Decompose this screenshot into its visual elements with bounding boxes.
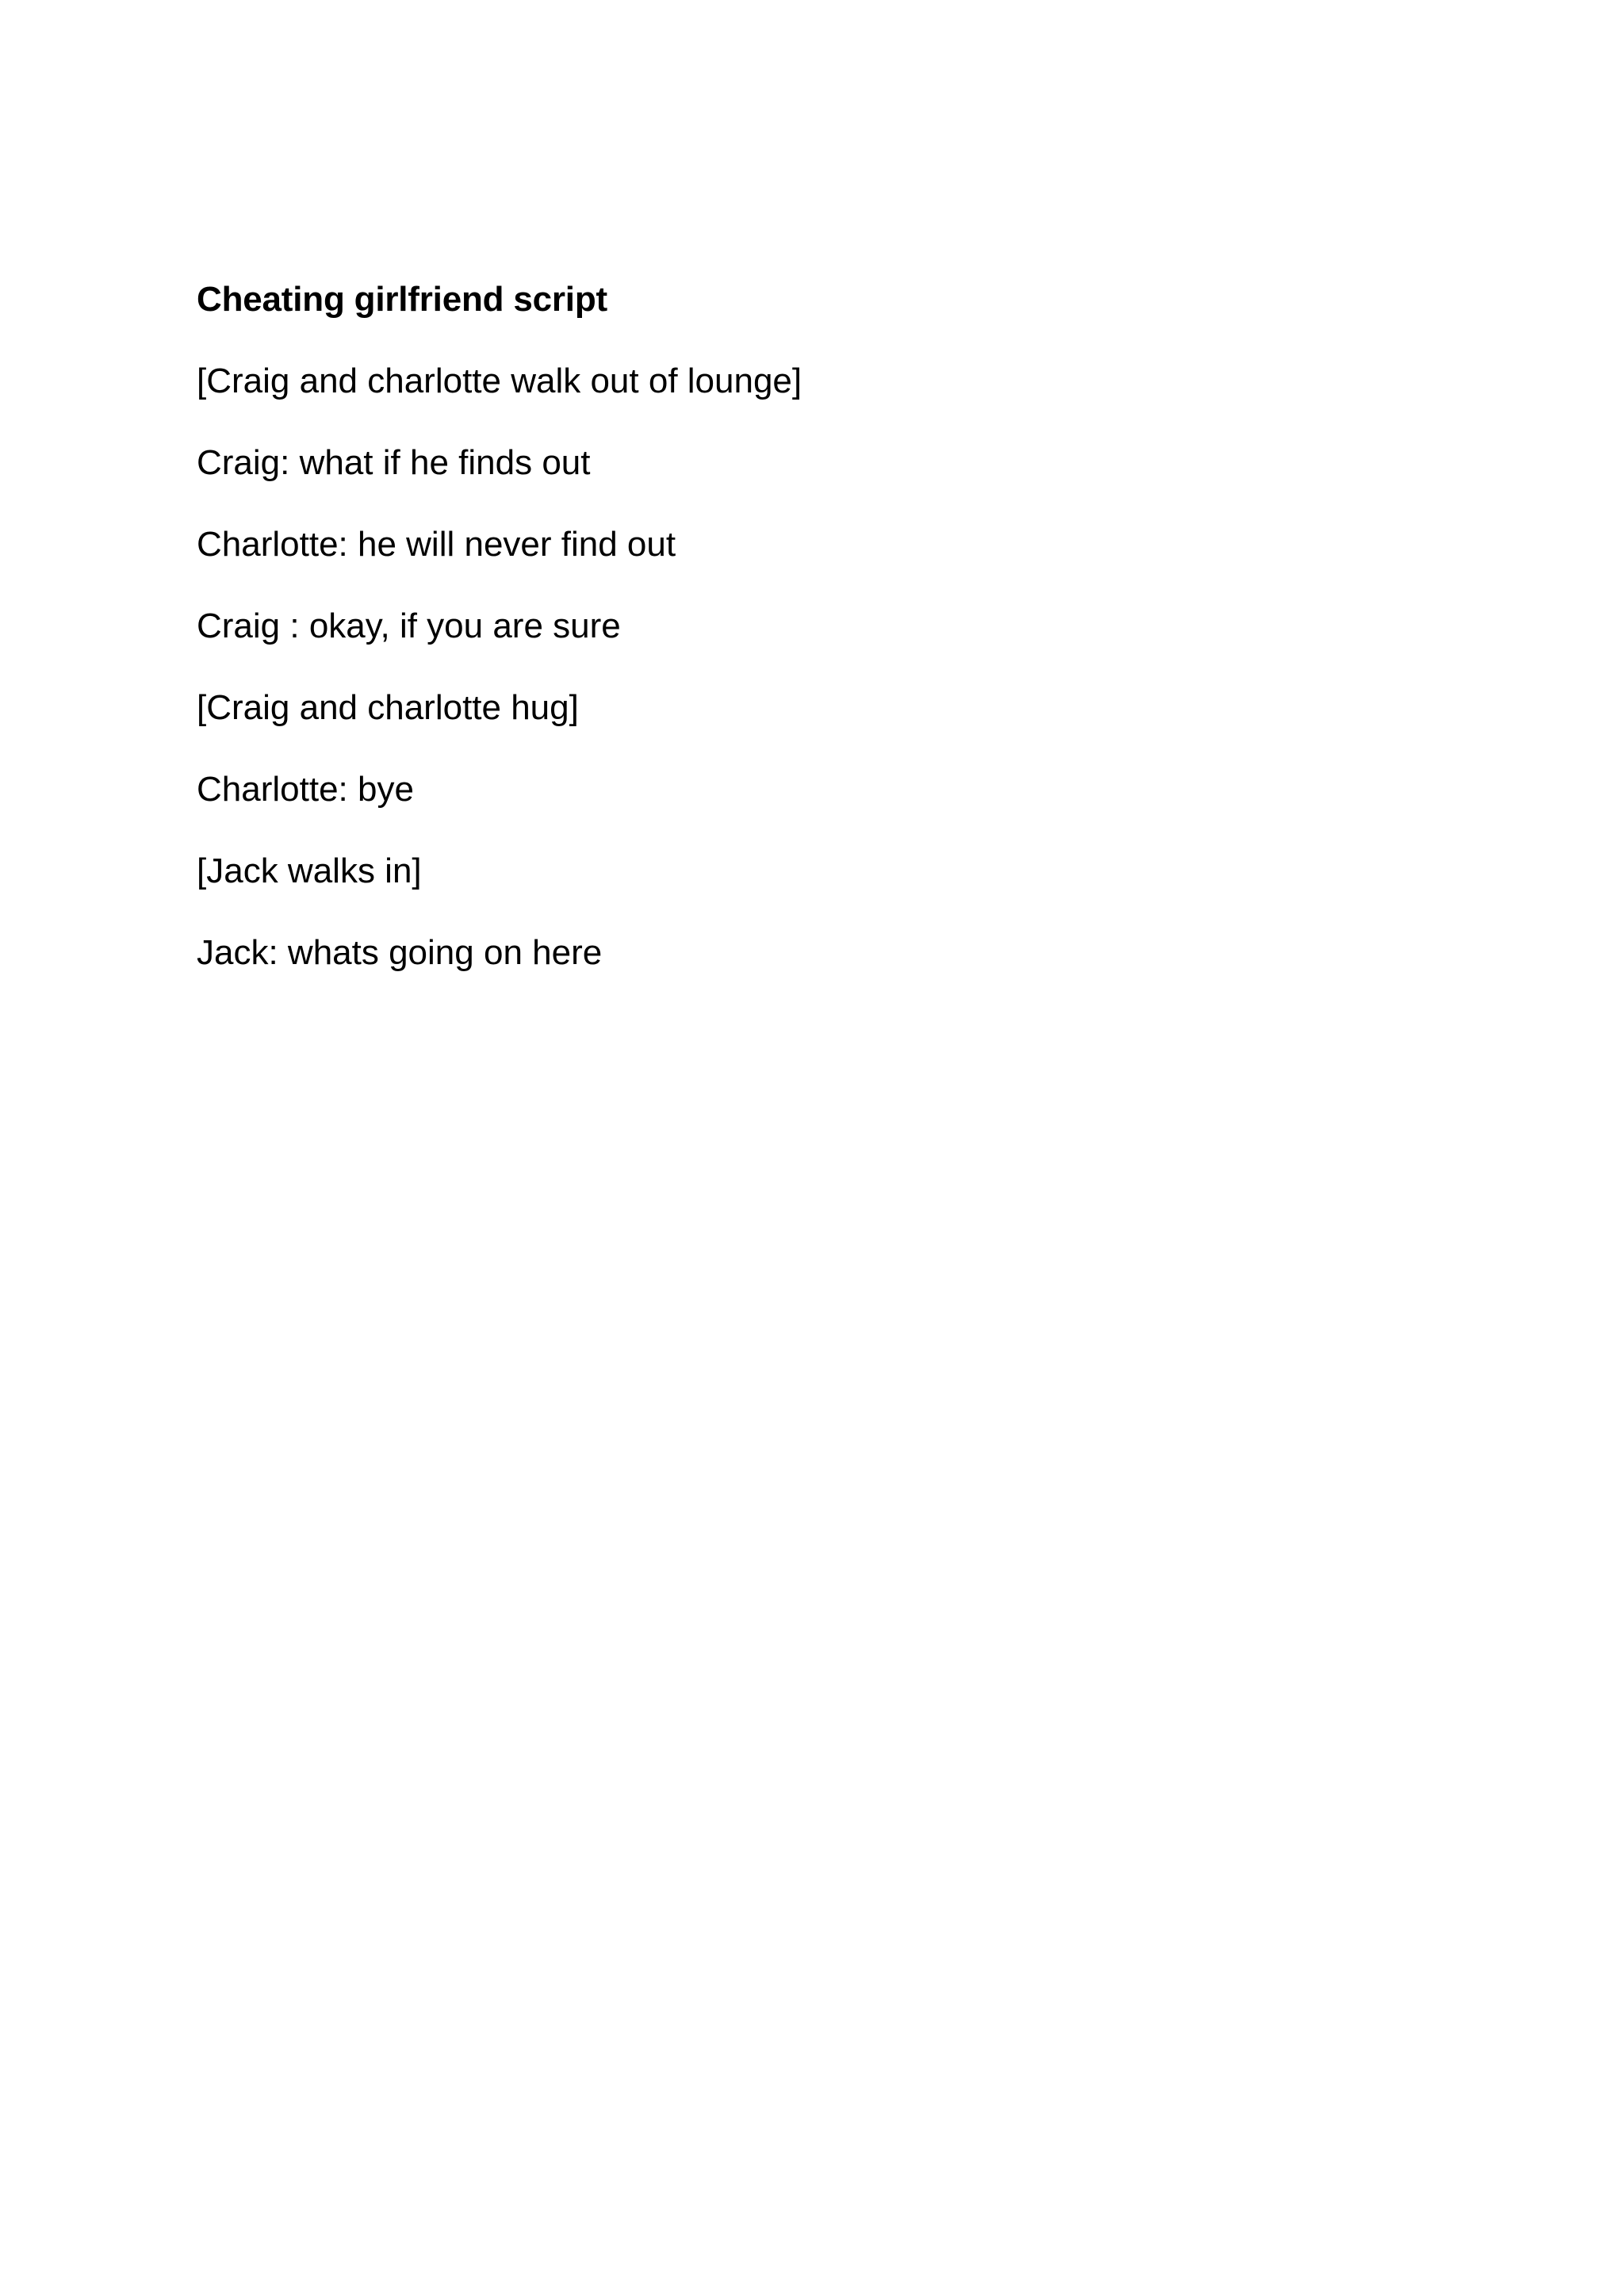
script-line-dialogue: Charlotte: bye — [197, 770, 414, 809]
script-line-stage-direction: [Jack walks in] — [197, 851, 422, 890]
document-body — [197, 279, 1426, 1014]
document-title: Cheating girlfriend script — [197, 280, 607, 319]
script-line-dialogue: Charlotte: he will never find out — [197, 525, 676, 564]
script-line-stage-direction: [Craig and charlotte walk out of lounge] — [197, 362, 802, 400]
script-line-dialogue: Craig : okay, if you are sure — [197, 607, 621, 645]
script-line-dialogue: Jack: whats going on here — [197, 933, 603, 972]
script-line-dialogue: Craig: what if he finds out — [197, 443, 591, 482]
script-line-stage-direction: [Craig and charlotte hug] — [197, 688, 579, 727]
